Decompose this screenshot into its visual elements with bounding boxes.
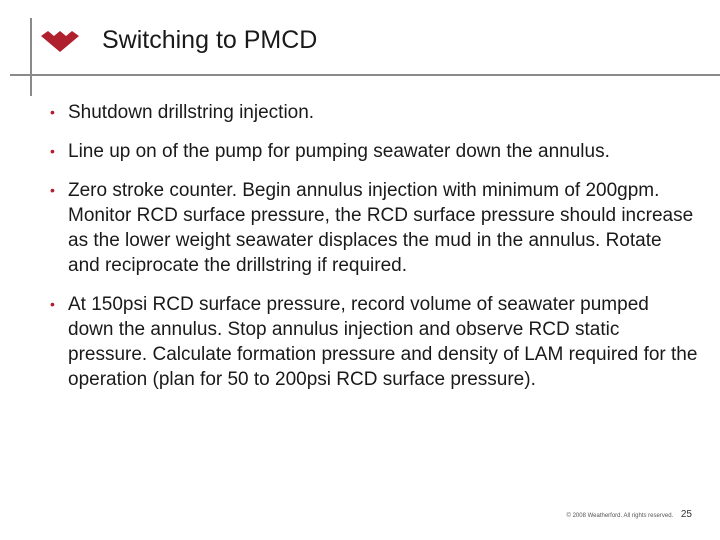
bullet-item <box>48 139 698 164</box>
bullet-list <box>48 100 698 406</box>
copyright-text: © 2008 Weatherford. All rights reserved. <box>566 513 674 519</box>
bullet-marker: • <box>50 182 55 198</box>
bullet-text: At 150psi RCD surface pressure, record volume of seawater pumped down the annulus. Stop annulus injection and observe RCD static pressure. Calculate formation pressure and density of LAM required for the operation (plan for 50 to 200psi RCD surface pressure). <box>68 294 698 390</box>
bullet-text: Line up on of the pump for pumping seawater down the annulus. <box>68 141 610 162</box>
weatherford-logo-icon <box>40 28 80 56</box>
page-number: 25 <box>680 509 692 520</box>
vertical-rule <box>30 18 32 96</box>
bullet-item <box>48 178 698 278</box>
bullet-marker: • <box>50 143 55 159</box>
bullet-item <box>48 292 698 392</box>
bullet-text: Zero stroke counter. Begin annulus injection with minimum of 200gpm. Monitor RCD surface pressure, the RCD surface pressure should increase as the lower weight seawater displaces the mud in the annulus. Rotate and reciprocate the drillstring if required. <box>68 180 694 276</box>
bullet-text: Shutdown drillstring injection. <box>68 102 315 123</box>
bullet-marker: • <box>50 296 55 312</box>
bullet-marker: • <box>50 104 55 120</box>
slide-footer <box>567 509 693 520</box>
bullet-item <box>48 100 698 125</box>
horizontal-rule <box>10 74 720 76</box>
slide-title: Switching to PMCD <box>102 26 318 54</box>
